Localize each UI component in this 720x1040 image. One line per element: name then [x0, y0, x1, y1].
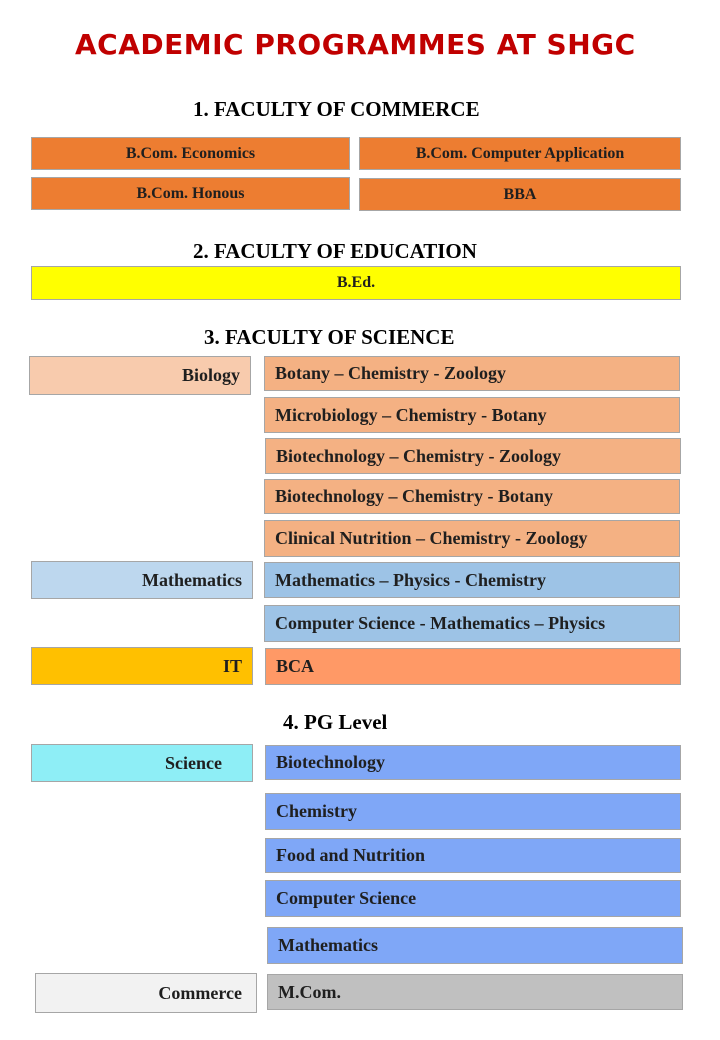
programme-pg-food-and-nutrition: Food and Nutrition	[265, 838, 681, 873]
programme-botany-chemistry-zoology: Botany – Chemistry - Zoology	[264, 356, 680, 391]
group-label-mathematics: Mathematics	[31, 561, 253, 599]
commerce-heading: 1. FACULTY OF COMMERCE	[193, 97, 480, 121]
programme-bba: BBA	[359, 178, 681, 211]
programme-bcom-computer-application: B.Com. Computer Application	[359, 137, 681, 170]
programme-mathematics-physics-chemistry: Mathematics – Physics - Chemistry	[264, 562, 680, 598]
programme-pg-mathematics: Mathematics	[267, 927, 683, 964]
programme-pg-biotechnology: Biotechnology	[265, 745, 681, 780]
programme-bca: BCA	[265, 648, 681, 685]
programme-clinical-nutrition-chemistry-zoology: Clinical Nutrition – Chemistry - Zoology	[264, 520, 680, 557]
page-title: ACADEMIC PROGRAMMES AT SHGC	[75, 28, 636, 61]
programme-pg-chemistry: Chemistry	[265, 793, 681, 830]
programme-pg-computer-science: Computer Science	[265, 880, 681, 917]
group-label-pg-commerce: Commerce	[35, 973, 257, 1013]
programme-bcom-economics: B.Com. Economics	[31, 137, 350, 170]
programme-bcom-honours: B.Com. Honous	[31, 177, 350, 210]
education-heading: 2. FACULTY OF EDUCATION	[193, 239, 477, 263]
programme-computer-science-mathematics-physics: Computer Science - Mathematics – Physics	[264, 605, 680, 642]
programme-microbiology-chemistry-botany: Microbiology – Chemistry - Botany	[264, 397, 680, 433]
programme-bed: B.Ed.	[31, 266, 681, 300]
programme-mcom: M.Com.	[267, 974, 683, 1010]
group-label-it: IT	[31, 647, 253, 685]
group-label-pg-science: Science	[31, 744, 253, 782]
group-label-biology: Biology	[29, 356, 251, 395]
pg-heading: 4. PG Level	[283, 710, 388, 734]
science-heading: 3. FACULTY OF SCIENCE	[204, 325, 455, 349]
programme-biotechnology-chemistry-botany: Biotechnology – Chemistry - Botany	[264, 479, 680, 514]
programme-biotechnology-chemistry-zoology: Biotechnology – Chemistry - Zoology	[265, 438, 681, 474]
